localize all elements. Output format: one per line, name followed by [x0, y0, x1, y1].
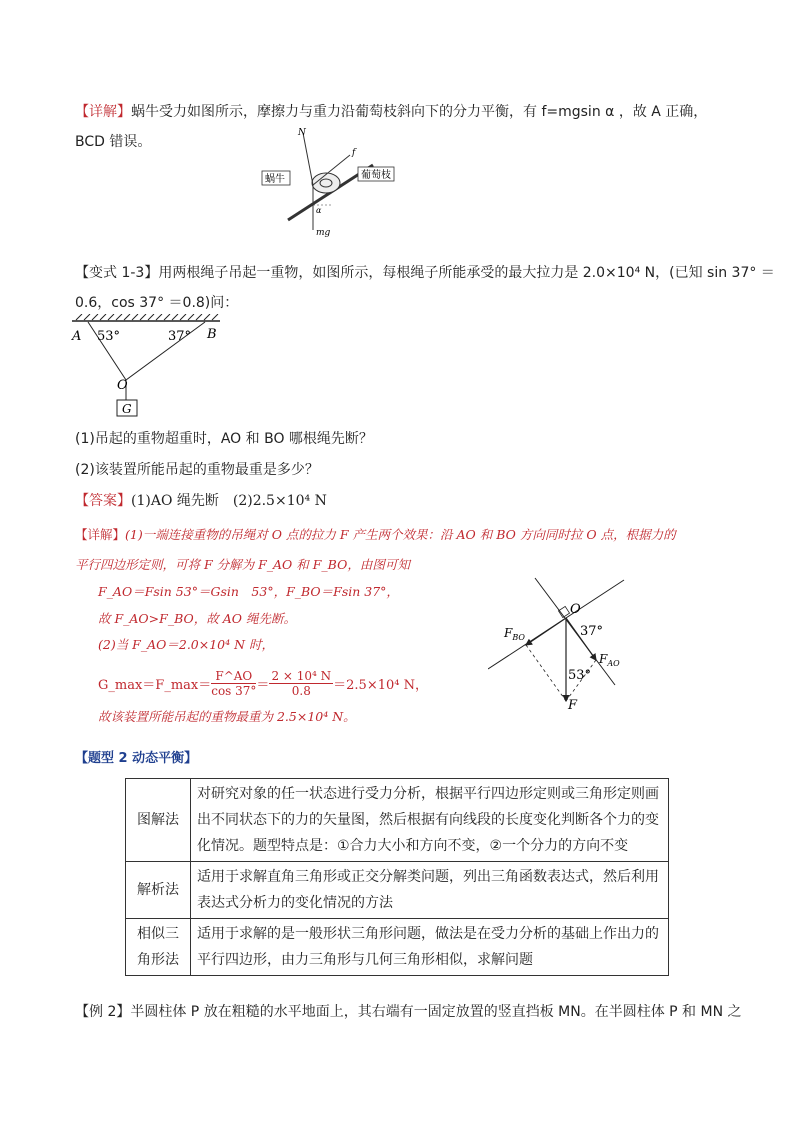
- detail-paragraph-1: [75, 101, 735, 123]
- detail-2-tag: 【详解】: [75, 527, 126, 542]
- answer-text: (1)AO 绳先断 (2)2.5×10⁴ N: [131, 493, 327, 509]
- methods-table: [125, 778, 669, 976]
- eq-fraction-2: [269, 669, 333, 698]
- question-2: (2)该装置所能吊起的重物最重是多少？: [75, 462, 319, 478]
- branch-label: 葡萄枝: [361, 170, 391, 181]
- parallel-dash-1: [526, 645, 566, 701]
- table-row: [126, 779, 669, 862]
- row-body: 对研究对象的任一状态进行受力分析，根据平行四边形定则或三角形定则画出不同状态下的力的矢量图，然后根据有向线段的长度变化判断各个力的变化情况。题型特点是：①合力大小和方向不变，②一个分力的方向不变: [191, 779, 669, 862]
- force-decomposition-figure: [488, 575, 628, 715]
- eq-frac2-den: 0.8: [291, 683, 311, 698]
- snail-label: 蜗牛: [265, 174, 285, 185]
- label-B: B: [207, 327, 217, 342]
- row-head: 解析法: [126, 862, 191, 919]
- label-f: f: [352, 148, 356, 158]
- detail-2-text-2: 平行四边形定则，可将 F 分解为 F_AO 和 F_BO，由图可知: [75, 557, 410, 572]
- row-body: 适用于求解的是一般形状三角形问题，做法是在受力分析的基础上作出力的平行四边形，由力三角形与几何三角形相似，求解问题: [191, 919, 669, 976]
- table-row: [126, 862, 669, 919]
- section-title: 【题型 2 动态平衡】: [75, 751, 198, 766]
- eq-right: ＝2.5×10⁴ N，: [333, 677, 428, 693]
- angle-37: 37°: [580, 624, 604, 639]
- label-mg: mg: [316, 228, 331, 238]
- angle-53: 53°: [97, 329, 121, 344]
- angle-37: 37°: [168, 329, 192, 344]
- eq-mid: ＝: [256, 677, 270, 693]
- label-N: N: [298, 128, 306, 138]
- ceiling-hatch: [76, 314, 218, 320]
- detail-tag: 【详解】: [75, 104, 131, 120]
- detail-2-line-1: [75, 524, 676, 546]
- detail-2-text-3: F_AO＝Fsin 53°＝Gsin 53°，F_BO＝Fsin 37°，: [98, 584, 399, 599]
- eq-frac1-num: F^AO: [211, 669, 256, 684]
- label-FAO: $F_{AO}$: [599, 652, 620, 668]
- label-FBO: $F_{BO}$: [504, 626, 525, 642]
- detail-2-text-6: 故该装置所能吊起的重物最重为 2.5×10⁴ N。: [98, 709, 356, 724]
- label-O: O: [570, 602, 581, 617]
- label-F: F: [568, 698, 578, 713]
- label-A: A: [72, 329, 82, 344]
- row-body: 适用于求解直角三角形或正交分解类问题，列出三角函数表达式，然后利用表达式分析力的变化情况的方法: [191, 862, 669, 919]
- force-FBO-arrow: [526, 618, 566, 645]
- eq-frac2-num: 2 × 10⁴ N: [271, 668, 332, 683]
- rope-figure: [70, 314, 230, 420]
- label-alpha: α: [316, 206, 322, 215]
- label-G: G: [122, 402, 132, 416]
- angle-53: 53°: [568, 668, 592, 683]
- snail-force-figure: [258, 125, 398, 240]
- row-head: 相似三角形法: [126, 919, 191, 976]
- variant-paragraph: [75, 262, 775, 284]
- detail-text-1: 蜗牛受力如图所示，摩擦力与重力沿葡萄枝斜向下的分力平衡，有 f=mgsin α ，故 A 正确，: [131, 104, 708, 120]
- detail-2-text-4: 故 F_AO>F_BO，故 AO 绳先断。: [98, 611, 296, 626]
- question-1: (1)吊起的重物超重时，AO 和 BO 哪根绳先断？: [75, 431, 373, 447]
- rope-BO: [126, 322, 205, 380]
- answer-line: [75, 490, 327, 512]
- detail-text-2: BCD 错误。: [75, 134, 152, 150]
- equation: [98, 662, 428, 704]
- answer-tag: 【答案】: [75, 493, 131, 509]
- variant-tag: 【变式 1-3】: [75, 265, 159, 281]
- eq-left: G_max＝F_max＝: [98, 677, 212, 693]
- row-head: 图解法: [126, 779, 191, 862]
- detail-2-text-1: (1)一端连接重物的吊绳对 O 点的拉力 F 产生两个效果：沿 AO 和 BO 方向同时拉 O 点，根据力的: [125, 527, 676, 542]
- detail-2-text-5: (2)当 F_AO＝2.0×10⁴ N 时，: [98, 637, 275, 652]
- table-row: [126, 919, 669, 976]
- normal-force-arrow: [303, 133, 313, 185]
- eq-fraction-1: [211, 669, 256, 698]
- label-O: O: [117, 378, 128, 393]
- variant-text-2: 0.6，cos 37° ＝0.8)问：: [75, 295, 239, 311]
- example-2-text: 【例 2】半圆柱体 P 放在粗糙的水平地面上，其右端有一固定放置的竖直挡板 MN。在半圆柱体 P 和 MN 之: [75, 1004, 742, 1020]
- eq-frac1-den: cos 37°: [211, 683, 257, 698]
- variant-text-1: 用两根绳子吊起一重物，如图所示，每根绳子所能承受的最大拉力是 2.0×10⁴ N，(已知 sin 37° ＝: [158, 265, 775, 281]
